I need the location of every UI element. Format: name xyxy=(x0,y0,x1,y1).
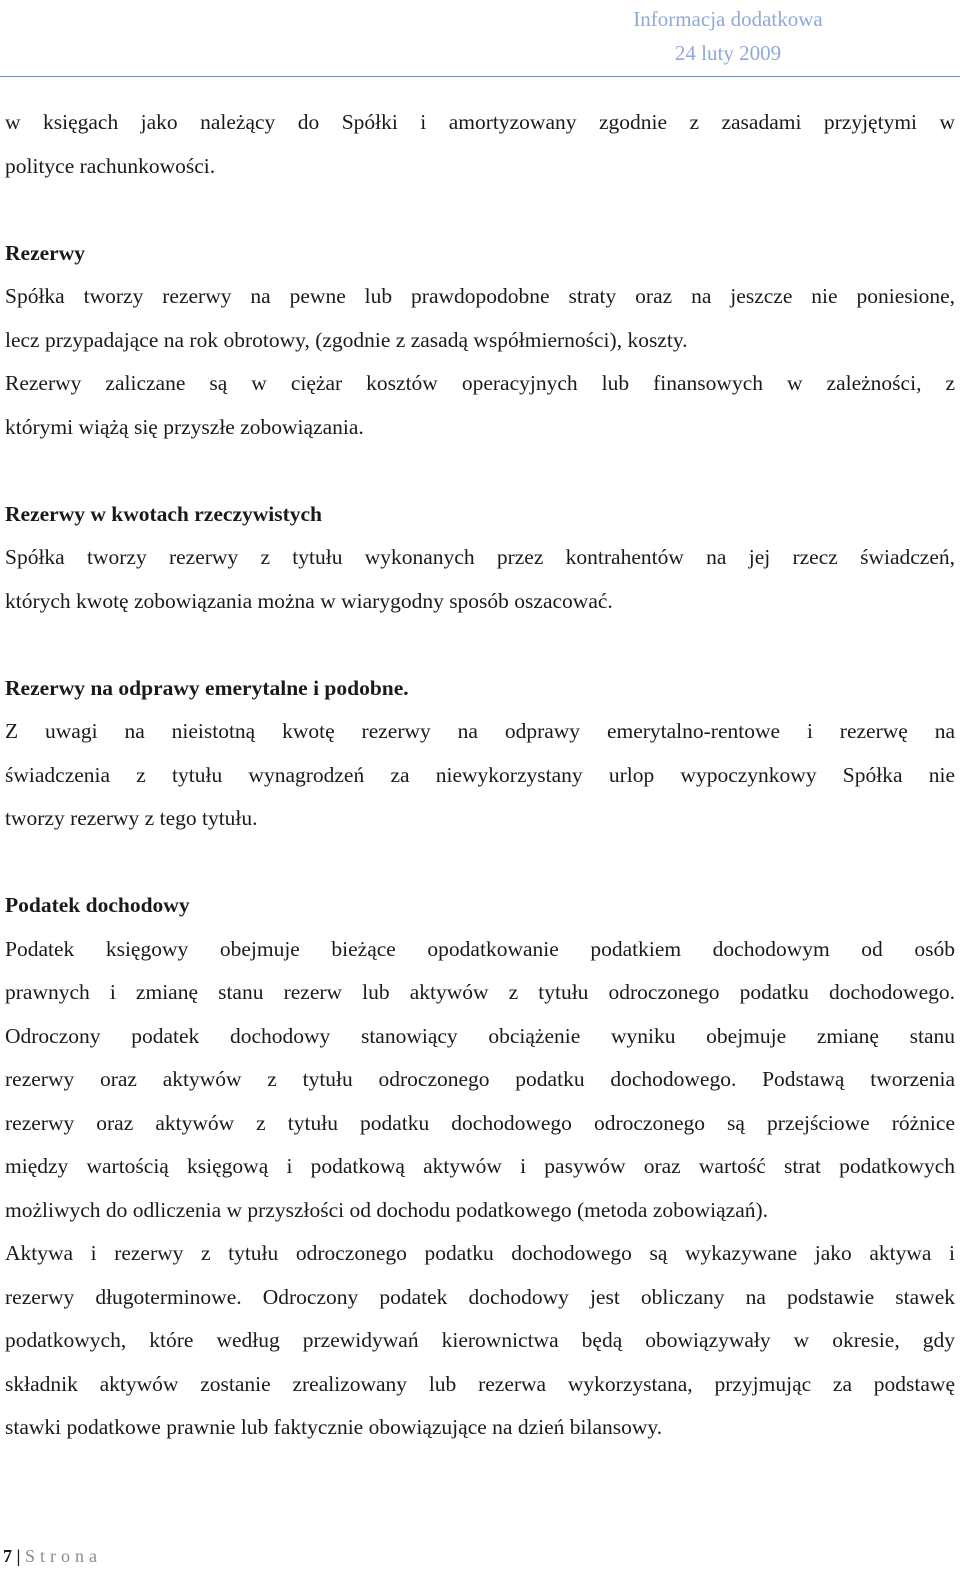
text-line: Spółka tworzy rezerwy z tytułu wykonanych przez kontrahentów na jej rzecz świadczeń, xyxy=(5,545,955,569)
text-line: których kwotę zobowiązania można w wiarygodny sposób oszacować. xyxy=(5,588,613,613)
text-line: rezerwy oraz aktywów z tytułu odroczonego podatku dochodowego. Podstawą tworzenia xyxy=(5,1067,955,1091)
footer-separator: | xyxy=(16,1546,21,1566)
section-heading: Rezerwy na odprawy emerytalne i podobne. xyxy=(5,675,409,700)
text-line: Aktywa i rezerwy z tytułu odroczonego podatku dochodowego są wykazywane jako aktywa i xyxy=(5,1241,955,1265)
text-line: między wartością księgową i podatkową aktywów i pasywów oraz wartość strat podatkowych xyxy=(5,1154,955,1178)
section-heading: Rezerwy xyxy=(5,240,85,265)
text-line: świadczenia z tytułu wynagrodzeń za niewykorzystany urlop wypoczynkowy Spółka nie xyxy=(5,762,955,787)
text-line: stawki podatkowe prawnie lub faktycznie obowiązujące na dzień bilansowy. xyxy=(5,1415,663,1439)
text-line: Rezerwy zaliczane są w ciężar kosztów operacyjnych lub finansowych w zależności, z xyxy=(5,371,955,395)
text-line: lecz przypadające na rok obrotowy, (zgodnie z zasadą współmierności), koszty. xyxy=(5,327,688,352)
text-line: rezerwy oraz aktywów z tytułu podatku dochodowego odroczonego są przejściowe różnice xyxy=(5,1110,955,1135)
spacer xyxy=(5,188,955,232)
section-rezerwy xyxy=(5,232,955,450)
footer-page-word: Strona xyxy=(24,1546,102,1566)
text-line: Podatek księgowy obejmuje bieżące opodatkowanie podatkiem dochodowym od osób xyxy=(5,936,955,961)
text-line: Z uwagi na nieistotną kwotę rezerwy na odprawy emerytalno-rentowe i rezerwę na xyxy=(5,719,955,743)
text-line: Odroczony podatek dochodowy stanowiący obciążenie wyniku obejmuje zmianę stanu xyxy=(5,1023,955,1048)
text-line: Spółka tworzy rezerwy na pewne lub prawdopodobne straty oraz na jeszcze nie poniesione, xyxy=(5,284,955,308)
header-date: 24 luty 2009 xyxy=(674,41,782,65)
spacer xyxy=(5,449,955,493)
page-number: 7 xyxy=(3,1546,12,1566)
header-divider xyxy=(0,76,960,77)
header-title: Informacja dodatkowa xyxy=(633,7,823,31)
text-line: możliwych do odliczenia w przyszłości od dochodu podatkowego (metoda zobowiązań). xyxy=(5,1197,769,1222)
section-heading: Podatek dochodowy xyxy=(5,893,190,917)
page-header xyxy=(518,2,938,70)
text-line: podatkowych, które według przewidywań kierownictwa będą obowiązywały w okresie, gdy xyxy=(5,1328,955,1352)
text-line: polityce rachunkowości. xyxy=(5,153,216,178)
section-heading: Rezerwy w kwotach rzeczywistych xyxy=(5,501,323,526)
text-line: którymi wiążą się przyszłe zobowiązania. xyxy=(5,414,364,439)
spacer xyxy=(5,623,955,667)
text-line: prawnych i zmianę stanu rezerw lub aktywów z tytułu odroczonego podatku dochodowego. xyxy=(5,980,955,1004)
text-line: tworzy rezerwy z tego tytułu. xyxy=(5,806,258,830)
text-line: składnik aktywów zostanie zrealizowany lub rezerwa wykorzystana, przyjmując za podstawę xyxy=(5,1371,955,1396)
page-footer xyxy=(3,1543,102,1569)
section-podatek xyxy=(5,884,955,1450)
section-rezerwy-kwoty xyxy=(5,493,955,624)
spacer xyxy=(5,841,955,885)
section-rezerwy-odprawy xyxy=(5,667,955,841)
text-line: w księgach jako należący do Spółki i amortyzowany zgodnie z zasadami przyjętymi w xyxy=(5,110,955,134)
document-body xyxy=(5,101,955,1450)
text-line: rezerwy długoterminowe. Odroczony podatek dochodowy jest obliczany na podstawie stawek xyxy=(5,1284,955,1309)
intro-paragraph xyxy=(5,101,955,188)
